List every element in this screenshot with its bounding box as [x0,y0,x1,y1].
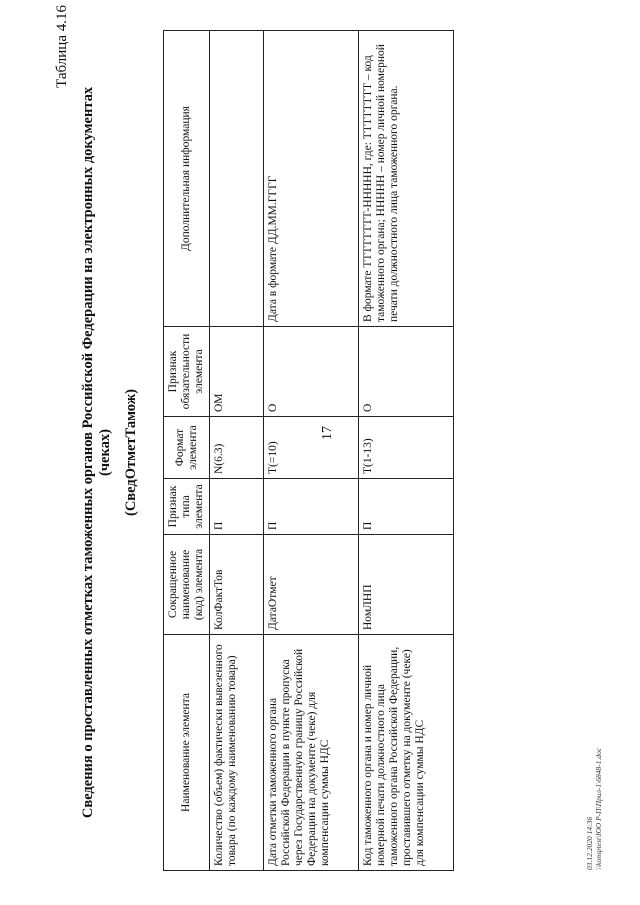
element-info-cell: Дата в формате ДД.ММ.ГГГГ [264,31,359,327]
element-required-cell: О [264,327,359,417]
column-header: Признак обязательности элемента [164,327,210,417]
title-line-1: Сведения о проставленных отметках таможенных органов Российской Федерации на электронных документах [80,86,96,819]
column-header: Формат элемента [164,417,210,479]
column-header: Дополнительная информация [164,31,210,327]
element-name-cell: Дата отметки таможенного органа Российской Федерации в пункте пропуска через Государственную границу Российской Федерации на документе (чеке) для компенсации суммы НДС [264,635,359,871]
element-format-cell: N(6.3) [210,417,264,479]
page-number: 17 [320,426,335,440]
element-required-cell: ОМ [210,327,264,417]
table-header-row [164,31,210,871]
table-row [359,31,454,871]
element-type-cell: П [359,479,454,535]
column-header: Сокращенное наименование (код) элемента [164,535,210,635]
element-code-cell: КолФактТов [210,535,264,635]
element-name-cell: Количество (объем) фактически вывезенного товара (по каждому наименованию товара) [210,635,264,871]
column-header: Наименование элемента [164,635,210,871]
file-footer [585,748,603,870]
element-code-cell: ДатаОтмет [264,535,359,635]
element-spec-table [163,30,454,871]
table-row [210,31,264,871]
element-format-cell: T(1-13) [359,417,454,479]
element-type-cell: П [264,479,359,535]
title-line-2: (чеках) [97,429,113,476]
element-name-cell: Код таможенного органа и номер личной номерной печати должностного лица таможенного органа Российской Федерации, проставившего отметку на документе (чеке) для компенсации суммы НДС [359,635,454,871]
element-info-cell: В формате ТТТТТТТТ-ННННН, где: ТТТТТТТТ – код таможенного органа; ННННН – номер личной номерной печати должностного лица таможенного органа. [359,31,454,327]
element-format-cell: T(=10) [264,417,359,479]
element-code-cell: НомЛНП [359,535,454,635]
table-row [264,31,359,871]
document-title [80,0,114,905]
footer-timestamp: 03.12.2020 14:36 [585,816,594,870]
table-number: Таблица 4.16 [54,5,70,88]
element-type-cell: П [210,479,264,535]
footer-file-path: \\konsptest\ЮО Р-П\Прил-1\6848-1.doc [594,747,603,870]
element-required-cell: О [359,327,454,417]
column-header: Признак типа элемента [164,479,210,535]
document-subtitle: (СведОтметТамож) [123,388,139,517]
element-info-cell [210,31,264,327]
